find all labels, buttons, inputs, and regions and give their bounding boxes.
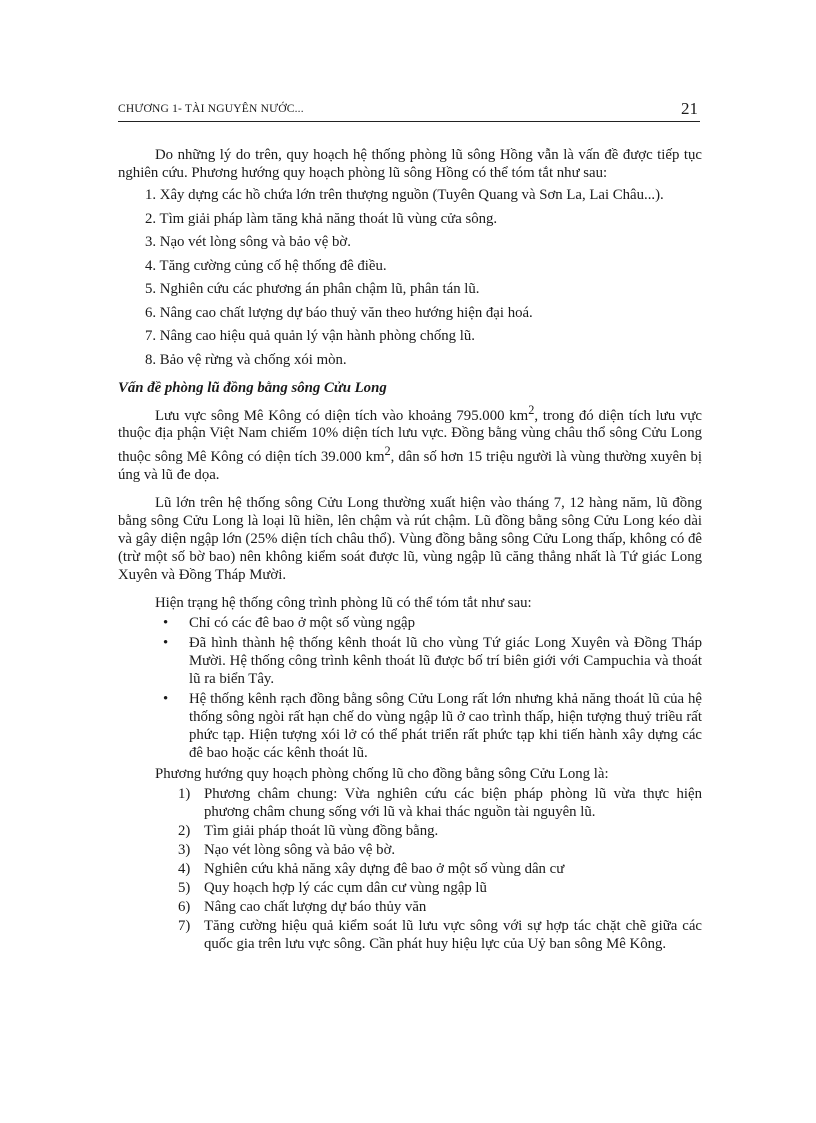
list-item bbox=[118, 785, 702, 821]
list-item bbox=[118, 879, 702, 897]
mekong-plan-list bbox=[118, 785, 702, 953]
page-header bbox=[118, 101, 700, 122]
red-river-plan-list bbox=[118, 186, 702, 369]
list-item: 8. Bảo vệ rừng và chống xói mòn. bbox=[145, 351, 347, 368]
item-number: 3) bbox=[178, 842, 191, 859]
list-item: 1. Xây dựng các hồ chứa lớn trên thượng nguồn (Tuyên Quang và Sơn La, Lai Châu...). bbox=[145, 187, 664, 203]
item-text: Nâng cao chất lượng dự báo thủy văn bbox=[204, 899, 427, 916]
list-item: 7. Nâng cao hiệu quả quản lý vận hành phòng chống lũ. bbox=[145, 328, 475, 344]
item-number: 2) bbox=[178, 823, 191, 840]
list-item: 5. Nghiên cứu các phương án phân chậm lũ, phân tán lũ. bbox=[145, 281, 480, 297]
item-text: Phương châm chung: Vừa nghiên cứu các biện pháp phòng lũ vừa thực hiện phương châm chung sống với lũ và khai thác nguồn tài nguyên lũ. bbox=[204, 786, 702, 821]
list-item bbox=[118, 898, 702, 916]
bullet-icon: • bbox=[163, 615, 169, 632]
list-item bbox=[118, 860, 702, 878]
bullet-icon: • bbox=[163, 691, 169, 708]
superscript-2: 2 bbox=[528, 402, 535, 417]
list-item: 3. Nạo vét lòng sông và bảo vệ bờ. bbox=[145, 234, 351, 250]
item-text: Nạo vét lòng sông và bảo vệ bờ. bbox=[204, 842, 396, 859]
status-intro: Hiện trạng hệ thống công trình phòng lũ có thể tóm tắt như sau: bbox=[155, 595, 532, 612]
bullet-item bbox=[118, 614, 702, 632]
list-item bbox=[118, 917, 702, 953]
page-number: 21 bbox=[681, 99, 698, 118]
status-bullet-list bbox=[118, 614, 702, 762]
bullet-text: Hệ thống kênh rạch đồng bằng sông Cửu Long rất lớn nhưng khả năng thoát lũ của hệ thống sông ngòi rất hạn chế do vùng ngập lũ ở cao trình thấp, hiện tượng thuỷ triều rất phức tạp. Hiện tượng xói lở có thể phát triển rất phức tạp khi tiến hành xây dựng các đê bao hoặc các kênh thoát lũ. bbox=[189, 691, 702, 762]
list-item: 2. Tìm giải pháp làm tăng khả năng thoát lũ vùng cửa sông. bbox=[145, 210, 498, 227]
intro-paragraph: Do những lý do trên, quy hoạch hệ thống phòng lũ sông Hồng vẫn là vấn đề được tiếp tục nghiên cứu. Phương hướng quy hoạch phòng lũ sông Hồng có thể tóm tắt như sau: bbox=[118, 147, 702, 181]
item-number: 1) bbox=[178, 786, 191, 803]
page-body bbox=[118, 146, 702, 954]
bullet-item bbox=[118, 634, 702, 688]
para1-part-a: Lưu vực sông Mê Kông có diện tích vào khoảng 795.000 km bbox=[155, 407, 529, 424]
superscript-2: 2 bbox=[384, 444, 391, 459]
chapter-title: CHƯƠNG 1- TÀI NGUYÊN NƯỚC... bbox=[118, 103, 304, 115]
mekong-plan-intro: Phương hướng quy hoạch phòng chống lũ cho đồng bằng sông Cửu Long là: bbox=[155, 766, 609, 783]
para1-part-c: , dân số hơn 15 triệu người là vùng thường xuyên bị úng và lũ đe dọa. bbox=[118, 449, 702, 484]
item-text: Quy hoạch hợp lý các cụm dân cư vùng ngập lũ bbox=[204, 880, 487, 897]
para1-part-b: , trong đó diện tích lưu vực thuộc địa phận Việt Nam chiếm 10% diện tích lưu vực. Đồng bằng vùng châu thổ sông Cửu Long thuộc sông Mê Kông có diện tích 39.000 km bbox=[118, 407, 702, 466]
item-text: Nghiên cứu khả năng xây dựng đê bao ở một số vùng dân cư bbox=[204, 861, 565, 878]
list-item bbox=[118, 822, 702, 840]
list-item: 6. Nâng cao chất lượng dự báo thuỷ văn theo hướng hiện đại hoá. bbox=[145, 304, 533, 321]
item-number: 7) bbox=[178, 918, 191, 935]
list-item: 4. Tăng cường củng cố hệ thống đê điều. bbox=[145, 257, 387, 274]
bullet-icon: • bbox=[163, 635, 169, 652]
flood-description-paragraph: Lũ lớn trên hệ thống sông Cửu Long thường xuất hiện vào tháng 7, 12 hàng năm, lũ đồng bằng sông Cửu Long là loại lũ hiền, lên chậm và rút chậm. Lũ đồng bằng sông Cửu Long kéo dài và gây diện ngập lớn (25% diện tích châu thổ). Vùng đồng bằng sông Cửu Long thấp, không có đê (trừ một số bờ bao) nên không kiểm soát được lũ, vùng ngập lũ căng thẳng nhất là Tứ giác Long Xuyên và Đồng Tháp Mười. bbox=[118, 495, 702, 584]
section-title: Vấn đề phòng lũ đồng bằng sông Cửu Long bbox=[118, 379, 387, 396]
item-text: Tăng cường hiệu quả kiểm soát lũ lưu vực sông với sự hợp tác chặt chẽ giữa các quốc gia trên lưu vực sông. Cần phát huy hiệu lực của Uỷ ban sông Mê Kông. bbox=[204, 918, 702, 953]
list-item bbox=[118, 841, 702, 859]
item-number: 4) bbox=[178, 861, 191, 878]
bullet-item bbox=[118, 690, 702, 762]
item-number: 6) bbox=[178, 899, 191, 916]
item-text: Tìm giải pháp thoát lũ vùng đồng bằng. bbox=[204, 823, 439, 840]
item-number: 5) bbox=[178, 880, 191, 897]
bullet-text: Chỉ có các đê bao ở một số vùng ngập bbox=[189, 615, 416, 632]
bullet-text: Đã hình thành hệ thống kênh thoát lũ cho vùng Tứ giác Long Xuyên và Đồng Tháp Mười. Hệ thống công trình kênh thoát lũ được bố trí biên giới với Campuchia và thoát lũ ra biển Tây. bbox=[189, 635, 702, 688]
mekong-basin-paragraph bbox=[118, 401, 702, 485]
